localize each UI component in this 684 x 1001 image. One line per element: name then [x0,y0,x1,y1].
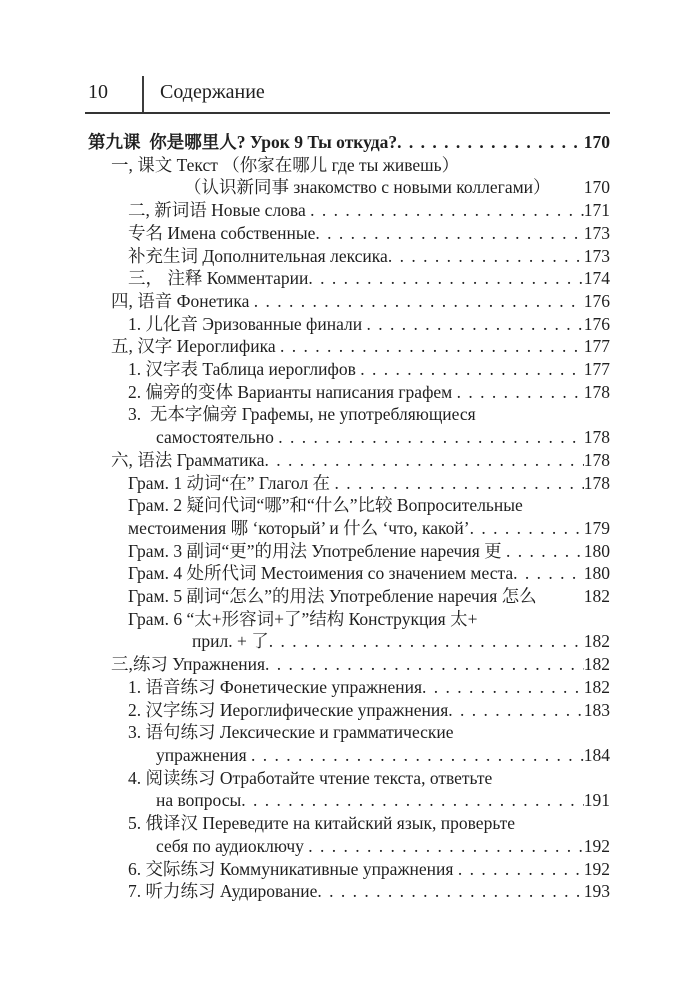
dot-leader [397,131,584,154]
toc-entry-page: 173 [583,245,610,266]
toc-entry-page: 173 [583,222,610,243]
dot-leader [457,381,584,404]
toc-entry [128,222,610,245]
toc-entry [128,267,610,290]
toc-entry [156,835,610,858]
toc-entry [128,699,610,722]
toc-entry-page: 179 [583,517,610,538]
dot-leader [310,199,584,222]
toc-entry-page: 177 [583,359,610,380]
toc-entry-text: себя по аудиоключу [156,835,309,856]
toc-entry-text: Грам. 6 “太+形容词+了”结构 Конструкция 太+ [128,608,478,629]
toc-entry [88,131,610,154]
toc-entry-text: на вопросы [156,790,242,811]
toc-entry-text: 1. 汉字表 Таблица иероглифов [128,359,361,380]
toc-entry-text: （认识新同事 знакомство с новыми коллегами） [184,177,551,198]
toc-entry [128,676,610,699]
toc-entry [128,494,610,517]
toc-entry [111,290,610,313]
toc-entry-text: 专名 Имена собственные [128,222,316,243]
toc-entry-text: Грам. 3 副词“更”的用法 Употребление наречия 更 [128,540,507,561]
dot-leader [308,267,583,290]
toc-entry [128,585,610,608]
toc-entry-page: 174 [583,268,610,289]
toc-entry-page: 192 [583,835,610,856]
toc-entry-page: 182 [583,676,610,697]
toc-entry [128,880,610,903]
toc-entry-text: 二, 新词语 Новые слова [128,200,311,221]
toc-entry [156,744,610,767]
toc-entry-page: 171 [583,200,610,221]
toc-entry [111,449,610,472]
dot-leader [269,630,584,653]
toc-entry [128,199,610,222]
toc-entry-text: упражнения [156,744,252,765]
toc-entry [156,789,610,812]
page-header [88,76,610,112]
dot-leader [360,358,584,381]
toc-entry-text: 4. 阅读练习 Отработайте чтение текста, ответьте [128,767,493,788]
toc-entry [128,858,610,881]
toc-entry-text: Грам. 2 疑问代词“哪”和“什么”比较 Вопросительные [128,495,523,516]
toc-entry-text: 7. 听力练习 Аудирование [128,881,318,902]
dot-leader [308,835,584,858]
page-number: 10 [88,81,108,103]
toc-entry [128,313,610,336]
toc-entry-text: 一, 课文 Текст （你家在哪儿 где ты живешь） [111,154,460,175]
toc-entry [111,154,610,177]
dot-leader [265,653,584,676]
toc-entry [111,335,610,358]
dot-leader [265,449,584,472]
toc-entry-text: 三,练习 Упражнения [111,654,265,675]
toc-entry-text: 三， 注释 Комментарии [128,268,309,289]
toc-entry-page: 177 [583,336,610,357]
toc-entry-text: 1. 儿化音 Эризованные финали [128,313,367,334]
toc-entry-text: 1. 语音练习 Фонетические упражнения [128,676,423,697]
toc-entry [128,245,610,268]
toc-entry [156,426,610,449]
dot-leader [317,880,583,903]
table-of-contents [88,131,610,903]
dot-leader [388,245,584,268]
dot-leader [280,335,584,358]
toc-entry [128,517,610,540]
dot-leader [254,290,584,313]
toc-entry-text: 3. 语句练习 Лексические и грамматические [128,722,454,743]
toc-entry [128,721,610,744]
toc-entry [128,472,610,495]
toc-entry-page: 180 [583,540,610,561]
dot-leader [278,426,583,449]
dot-leader [241,789,584,812]
toc-entry-text: 3. 无本字偏旁 Графемы, не употребляющиеся [128,404,476,425]
toc-entry [128,540,610,563]
toc-entry-text: Грам. 5 副词“怎么”的用法 Употребление наречия 怎么 [128,586,537,607]
toc-entry-page: 180 [583,563,610,584]
dot-leader [506,540,584,563]
running-title: Содержание [160,81,265,103]
dot-leader [448,699,583,722]
toc-entry-page: 170 [583,132,610,152]
header-rule [85,112,610,114]
toc-entry-page: 178 [583,427,610,448]
toc-entry-page: 182 [583,654,610,675]
toc-entry [128,767,610,790]
dot-leader [367,313,584,336]
toc-entry-text: 6. 交际练习 Коммуникативные упражнения [128,858,458,879]
toc-entry-text: самостоятельно [156,427,279,448]
toc-entry-text: 5. 俄译汉 Переведите на китайский язык, проверьте [128,813,516,834]
dot-leader [458,858,584,881]
dot-leader [315,222,583,245]
toc-entry [184,176,610,199]
toc-entry-page: 182 [583,586,610,607]
toc-entry-text: 第九课 你是哪里人? Урок 9 Ты откуда? [88,132,398,152]
toc-entry-text: 四, 语音 Фонетика [111,290,254,311]
dot-leader [470,517,584,540]
toc-entry-text: 补充生词 Дополнительная лексика [128,245,388,266]
toc-entry-page: 184 [583,744,610,765]
toc-entry [128,403,610,426]
toc-entry-page: 182 [583,631,610,652]
toc-entry-text: прил. + 了 [192,631,269,652]
dot-leader [422,676,584,699]
toc-entry-page: 178 [583,381,610,402]
toc-entry-text: Грам. 4 处所代词 Местоимения со значением места [128,563,514,584]
toc-entry-text: 六, 语法 Грамматика [111,449,265,470]
toc-entry-page: 191 [583,790,610,811]
toc-entry-page: 192 [583,858,610,879]
toc-entry-text: Грам. 1 动词“在” Глагол 在 [128,472,335,493]
toc-entry-page: 176 [583,313,610,334]
toc-entry [111,653,610,676]
toc-entry-page: 176 [583,290,610,311]
toc-entry-page: 170 [583,177,610,198]
toc-entry-text: 2. 汉字练习 Иероглифические упражнения [128,699,449,720]
toc-entry-text: местоимения 哪 ‘который’ и 什么 ‘что, какой’ [128,517,470,538]
toc-entry-page: 178 [583,449,610,470]
toc-entry-page: 178 [583,472,610,493]
header-divider [142,76,144,112]
toc-entry [128,562,610,585]
toc-entry [128,608,610,631]
toc-entry [128,381,610,404]
dot-leader [513,562,584,585]
toc-entry [128,358,610,381]
dot-leader [334,472,583,495]
toc-entry [128,812,610,835]
dot-leader [251,744,584,767]
toc-entry-text: 五, 汉字 Иероглифика [111,336,281,357]
toc-entry-text: 2. 偏旁的变体 Варианты написания графем [128,381,457,402]
toc-entry-page: 183 [583,699,610,720]
toc-entry [192,630,610,653]
toc-entry-page: 193 [583,881,610,902]
